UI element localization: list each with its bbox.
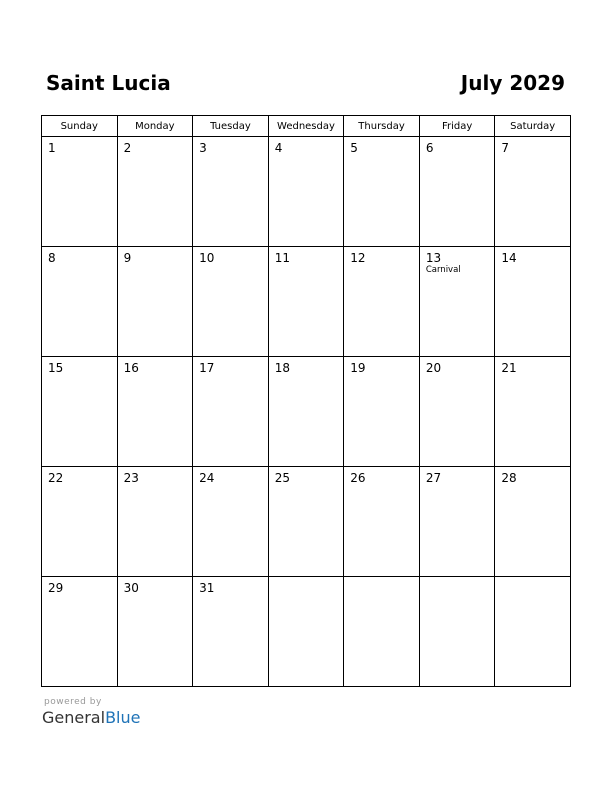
logo-text-general: General — [42, 708, 106, 727]
day-number — [269, 577, 344, 581]
weekday-header-monday: Monday — [117, 116, 193, 137]
day-cell — [495, 247, 571, 357]
day-number: 25 — [274, 471, 290, 485]
day-number: 31 — [199, 581, 215, 595]
day-number: 6 — [425, 141, 434, 155]
day-number: 4 — [274, 141, 283, 155]
day-number: 29 — [48, 581, 64, 595]
day-cell — [268, 137, 344, 247]
weekday-header-saturday: Saturday — [495, 116, 571, 137]
day-number: 11 — [274, 251, 290, 265]
day-cell — [42, 247, 118, 357]
day-number: 30 — [123, 581, 139, 595]
weekday-header-wednesday: Wednesday — [268, 116, 344, 137]
day-cell — [495, 137, 571, 247]
day-number: 24 — [199, 471, 215, 485]
day-cell-empty — [495, 577, 571, 687]
day-number: 12 — [350, 251, 366, 265]
day-number: 18 — [274, 361, 290, 375]
day-cell — [42, 137, 118, 247]
day-number: 14 — [501, 251, 517, 265]
day-number: 15 — [48, 361, 64, 375]
day-cell — [344, 247, 420, 357]
weekday-header-row — [42, 116, 571, 137]
day-number: 16 — [123, 361, 139, 375]
holiday-label: Carnival — [425, 265, 461, 275]
day-cell — [419, 467, 495, 577]
day-number: 21 — [501, 361, 517, 375]
day-cell — [193, 137, 269, 247]
weekday-header-thursday: Thursday — [344, 116, 420, 137]
day-number: 1 — [48, 141, 56, 155]
day-number — [420, 577, 495, 581]
day-cell — [268, 247, 344, 357]
day-number: 28 — [501, 471, 517, 485]
day-cell — [268, 467, 344, 577]
day-number: 22 — [48, 471, 64, 485]
powered-by-label: powered by — [44, 697, 102, 707]
day-number: 17 — [199, 361, 215, 375]
day-cell — [117, 577, 193, 687]
day-cell — [419, 357, 495, 467]
day-number: 7 — [501, 141, 510, 155]
day-number: 23 — [123, 471, 139, 485]
logo-text-blue: Blue — [105, 708, 141, 727]
day-cell — [344, 137, 420, 247]
day-cell — [193, 467, 269, 577]
day-number: 13 — [425, 251, 442, 265]
day-number: 19 — [350, 361, 366, 375]
day-number — [344, 577, 419, 581]
day-cell — [42, 357, 118, 467]
day-cell — [495, 357, 571, 467]
week-row-2 — [42, 247, 571, 357]
day-number: 3 — [199, 141, 207, 155]
day-cell — [495, 467, 571, 577]
day-cell — [419, 137, 495, 247]
calendar-month-title: July 2029 — [460, 71, 565, 95]
day-cell — [117, 247, 193, 357]
day-cell — [117, 137, 193, 247]
calendar-country-title: Saint Lucia — [46, 71, 171, 95]
day-cell — [344, 357, 420, 467]
day-cell-empty — [344, 577, 420, 687]
day-number: 9 — [123, 251, 132, 265]
day-cell — [193, 247, 269, 357]
day-number: 10 — [199, 251, 215, 265]
day-number — [495, 577, 570, 581]
day-cell — [268, 357, 344, 467]
weekday-header-tuesday: Tuesday — [193, 116, 269, 137]
day-cell — [42, 577, 118, 687]
day-cell-empty — [419, 577, 495, 687]
day-number: 5 — [350, 141, 358, 155]
day-cell-holiday — [419, 247, 495, 357]
month-calendar-grid — [41, 115, 571, 687]
week-row-1 — [42, 137, 571, 247]
weekday-header-sunday: Sunday — [42, 116, 118, 137]
day-number: 26 — [350, 471, 366, 485]
day-cell — [117, 357, 193, 467]
day-cell — [42, 467, 118, 577]
weekday-header-friday: Friday — [419, 116, 495, 137]
generalblue-logo — [42, 708, 140, 728]
day-number: 2 — [123, 141, 132, 155]
day-cell-empty — [268, 577, 344, 687]
day-cell — [193, 577, 269, 687]
day-number: 27 — [425, 471, 442, 485]
day-number: 8 — [48, 251, 56, 265]
day-number: 20 — [425, 361, 442, 375]
week-row-5 — [42, 577, 571, 687]
day-cell — [344, 467, 420, 577]
day-cell — [117, 467, 193, 577]
week-row-3 — [42, 357, 571, 467]
week-row-4 — [42, 467, 571, 577]
day-cell — [193, 357, 269, 467]
